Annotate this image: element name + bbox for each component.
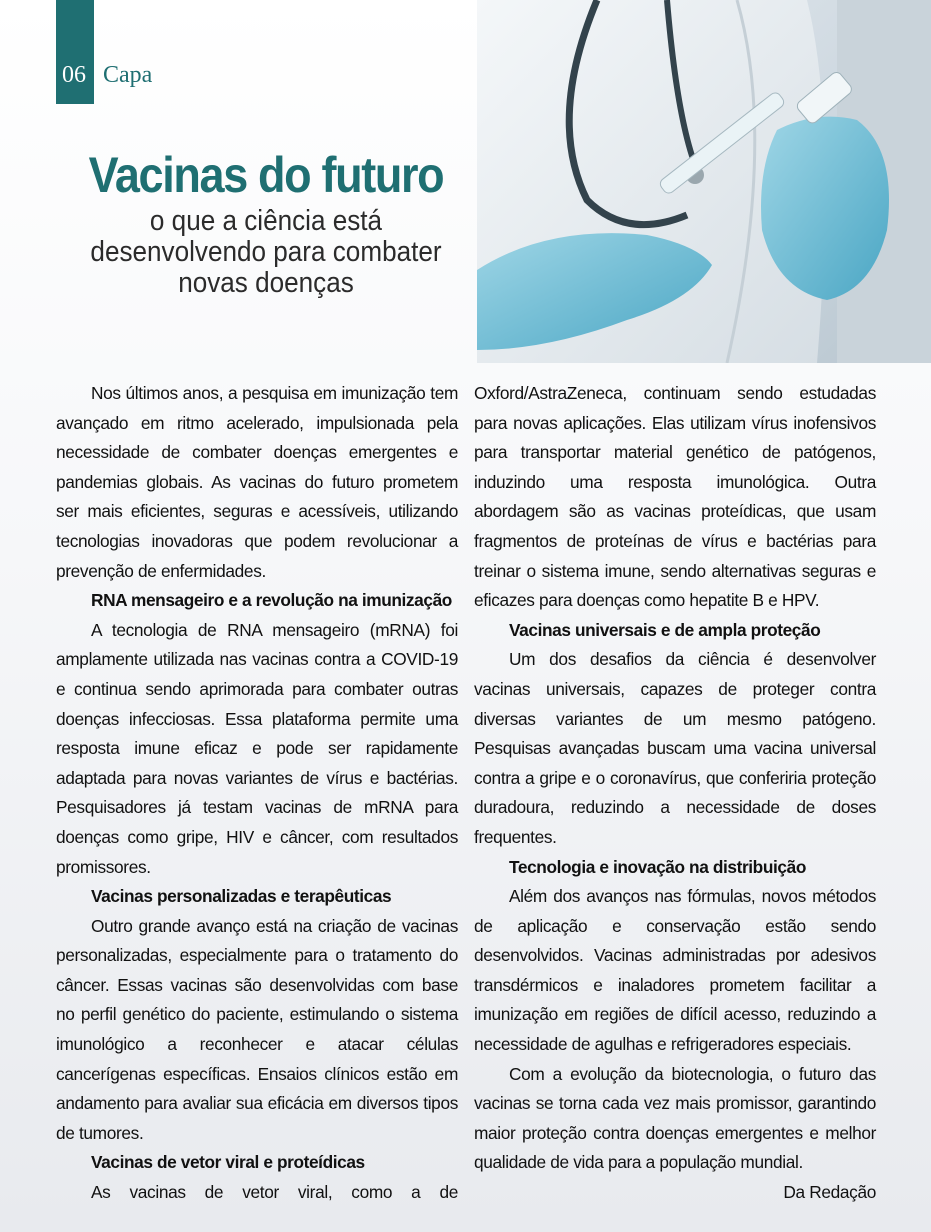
page-subtitle: o que a ciência está desenvolvendo para combater novas doenças [90, 205, 442, 300]
section-label: Capa [103, 62, 153, 88]
page-number: 06 [62, 62, 86, 88]
article-column-2 [474, 379, 876, 1208]
paragraph-rna: A tecnologia de RNA mensageiro (mRNA) foi amplamente utilizada nas vacinas contra a COVID-19 e continua sendo aprimorada para combater outras doenças infecciosas. Essa plataforma permite uma resposta imune eficaz e pode ser rapidamente adaptada para novas variantes de vírus e bactérias. Pesquisadores já testam vacinas de mRNA para doenças como gripe, HIV e câncer, com resultados promissores. [56, 619, 458, 877]
heading-personalized: Vacinas personalizadas e terapêuticas [91, 886, 392, 907]
paragraph-viral-vector-cont: Oxford/AstraZeneca, continuam sendo estudadas para novas aplicações. Elas utilizam vírus inofensivos para transportar material genético de patógenos, induzindo uma resposta imunológica. Outra abordagem são as vacinas proteídicas, que usam fragmentos de proteínas de vírus e bactérias para treinar o sistema imune, sendo alternativas seguras e eficazes para doenças como hepatite B e HPV. [474, 383, 876, 611]
title-block [56, 147, 476, 300]
signature: Da Redação [783, 1182, 876, 1203]
doctor-syringe-photo [477, 0, 931, 363]
paragraph-intro: Nos últimos anos, a pesquisa em imunização tem avançado em ritmo acelerado, impulsionada pela necessidade de combater doenças emergentes e pandemias globais. As vacinas do futuro prometem ser mais eficientes, seguras e acessíveis, utilizando tecnologias inovadoras que podem revolucionar a prevenção de enfermidades. [56, 383, 458, 581]
heading-universal: Vacinas universais e de ampla proteção [509, 619, 821, 640]
heading-technology: Tecnologia e inovação na distribuição [509, 856, 806, 877]
paragraph-viral-vector-start: As vacinas de vetor viral, como a de [91, 1182, 458, 1203]
photo-illustration [477, 0, 931, 363]
heading-viral-vector: Vacinas de vetor viral e proteídicas [91, 1152, 365, 1173]
page-title: Vacinas do futuro [88, 147, 444, 203]
article-column-1 [56, 379, 458, 1208]
paragraph-conclusion: Com a evolução da biotecnologia, o futuro das vacinas se torna cada vez mais promissor, garantindo maior proteção contra doenças emergentes e melhor qualidade de vida para a população mundial. [474, 1063, 876, 1173]
paragraph-technology: Além dos avanços nas fórmulas, novos métodos de aplicação e conservação estão sendo desenvolvidos. Vacinas administradas por adesivos transdérmicos e inaladores prometem facilitar a imunização em regiões de difícil acesso, reduzindo a necessidade de agulhas e refrigeradores especiais. [474, 886, 876, 1055]
paragraph-universal: Um dos desafios da ciência é desenvolver vacinas universais, capazes de proteger contra diversas variantes de um mesmo patógeno. Pesquisas avançadas buscam uma vacina universal contra a gripe e o coronavírus, que conferiria proteção duradoura, reduzindo a necessidade de doses frequentes. [474, 649, 876, 847]
heading-rna: RNA mensageiro e a revolução na imunização [91, 590, 452, 611]
paragraph-personalized: Outro grande avanço está na criação de vacinas personalizadas, especialmente para o tratamento do câncer. Essas vacinas são desenvolvidas com base no perfil genético do paciente, estimulando o sistema imunológico a reconhecer e atacar células cancerígenas específicas. Ensaios clínicos estão em andamento para avaliar sua eficácia em diversos tipos de tumores. [56, 915, 458, 1143]
